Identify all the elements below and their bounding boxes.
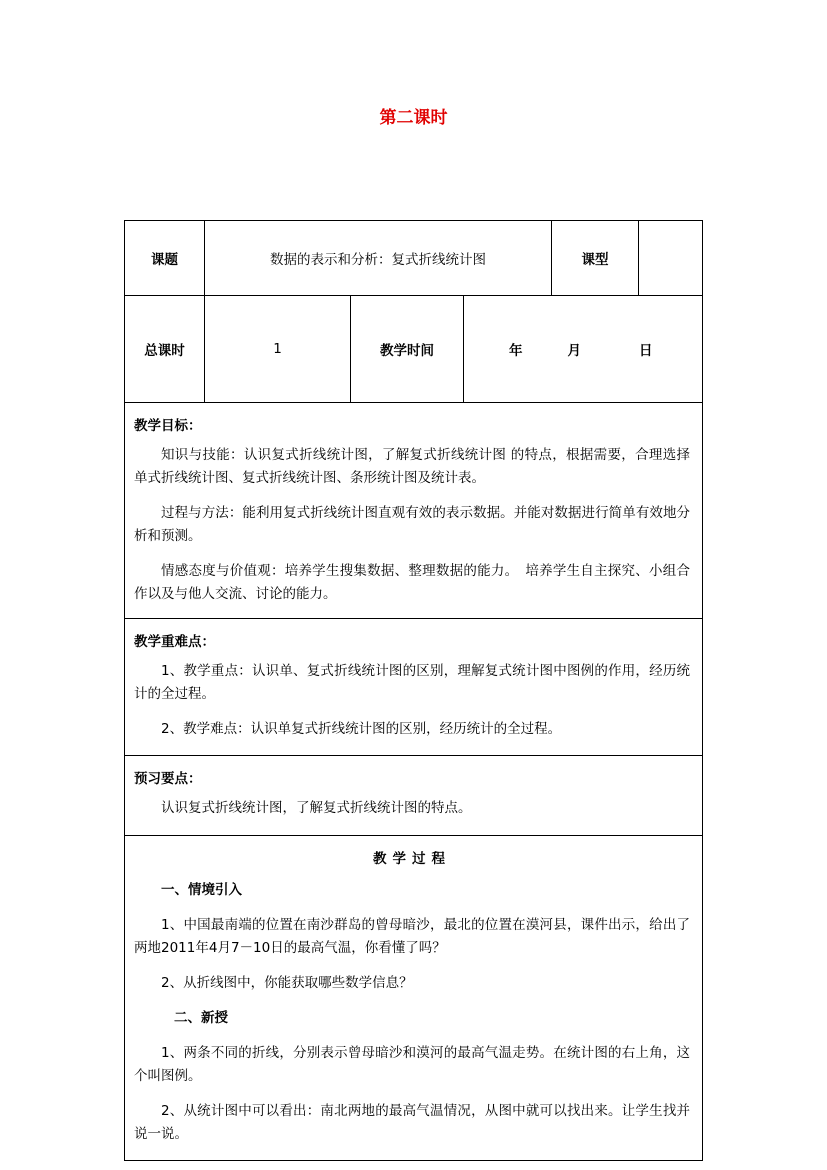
page-title: 第二课时 <box>379 108 448 128</box>
lesson-plan-table <box>124 220 703 1161</box>
day-label: 日 <box>639 343 653 359</box>
total-hours-row <box>125 296 703 403</box>
preview-row <box>125 756 703 836</box>
objective-item: 过程与方法：能利用复式折线统计图直观有效的表示数据。并能对数据进行简单有效地分析和预测。 <box>134 505 691 544</box>
lesson-type-label: 课型 <box>552 221 639 296</box>
preview-heading: 预习要点： <box>134 771 202 787</box>
preview-item: 认识复式折线统计图，了解复式折线统计图的特点。 <box>161 800 472 816</box>
new-lesson-item: 1、两条不同的折线，分别表示曾母暗沙和漠河的最高气温走势。在统计图的右上角，这个叫图例。 <box>134 1045 691 1084</box>
lesson-type-value <box>639 221 703 296</box>
key-points-section <box>125 619 703 756</box>
topic-value: 数据的表示和分析：复式折线统计图 <box>205 221 552 296</box>
process-row <box>125 836 703 1161</box>
key-points-row <box>125 619 703 756</box>
new-lesson-heading: 二、新授 <box>174 1010 228 1026</box>
teaching-time-label: 教学时间 <box>351 296 464 403</box>
intro-heading: 一、情境引入 <box>161 882 242 898</box>
teaching-date <box>464 296 703 403</box>
month-label: 月 <box>567 343 581 359</box>
topic-label: 课题 <box>125 221 205 296</box>
intro-item: 1、中国最南端的位置在南沙群岛的曾母暗沙，最北的位置在漠河县，课件出示，给出了两地2011年4月7－10日的最高气温，你看懂了吗？ <box>134 917 691 956</box>
new-lesson-item: 2、从统计图中可以看出：南北两地的最高气温情况，从图中就可以找出来。让学生找并说一说。 <box>134 1103 691 1142</box>
preview-section <box>125 756 703 836</box>
objective-item: 情感态度与价值观：培养学生搜集数据、整理数据的能力。 培养学生自主探究、小组合作以及与他人交流、讨论的能力。 <box>134 563 691 602</box>
key-points-heading: 教学重难点： <box>134 634 215 650</box>
objectives-section <box>125 403 703 619</box>
total-hours-value: 1 <box>205 296 351 403</box>
process-heading: 教学过程 <box>373 851 451 867</box>
objectives-row <box>125 403 703 619</box>
topic-row <box>125 221 703 296</box>
total-hours-label: 总课时 <box>125 296 205 403</box>
key-point-item: 1、教学重点：认识单、复式折线统计图的区别，理解复式统计图中图例的作用，经历统计的全过程。 <box>134 663 691 702</box>
key-point-item: 2、教学难点：认识单复式折线统计图的区别，经历统计的全过程。 <box>161 721 562 737</box>
intro-item: 2、从折线图中，你能获取哪些数学信息？ <box>161 975 413 991</box>
objective-item: 知识与技能：认识复式折线统计图，了解复式折线统计图 的特点，根据需要，合理选择单式折线统计图、复式折线统计图、条形统计图及统计表。 <box>134 447 691 486</box>
year-label: 年 <box>509 343 523 359</box>
objectives-heading: 教学目标： <box>134 418 202 434</box>
process-section <box>125 836 703 1161</box>
